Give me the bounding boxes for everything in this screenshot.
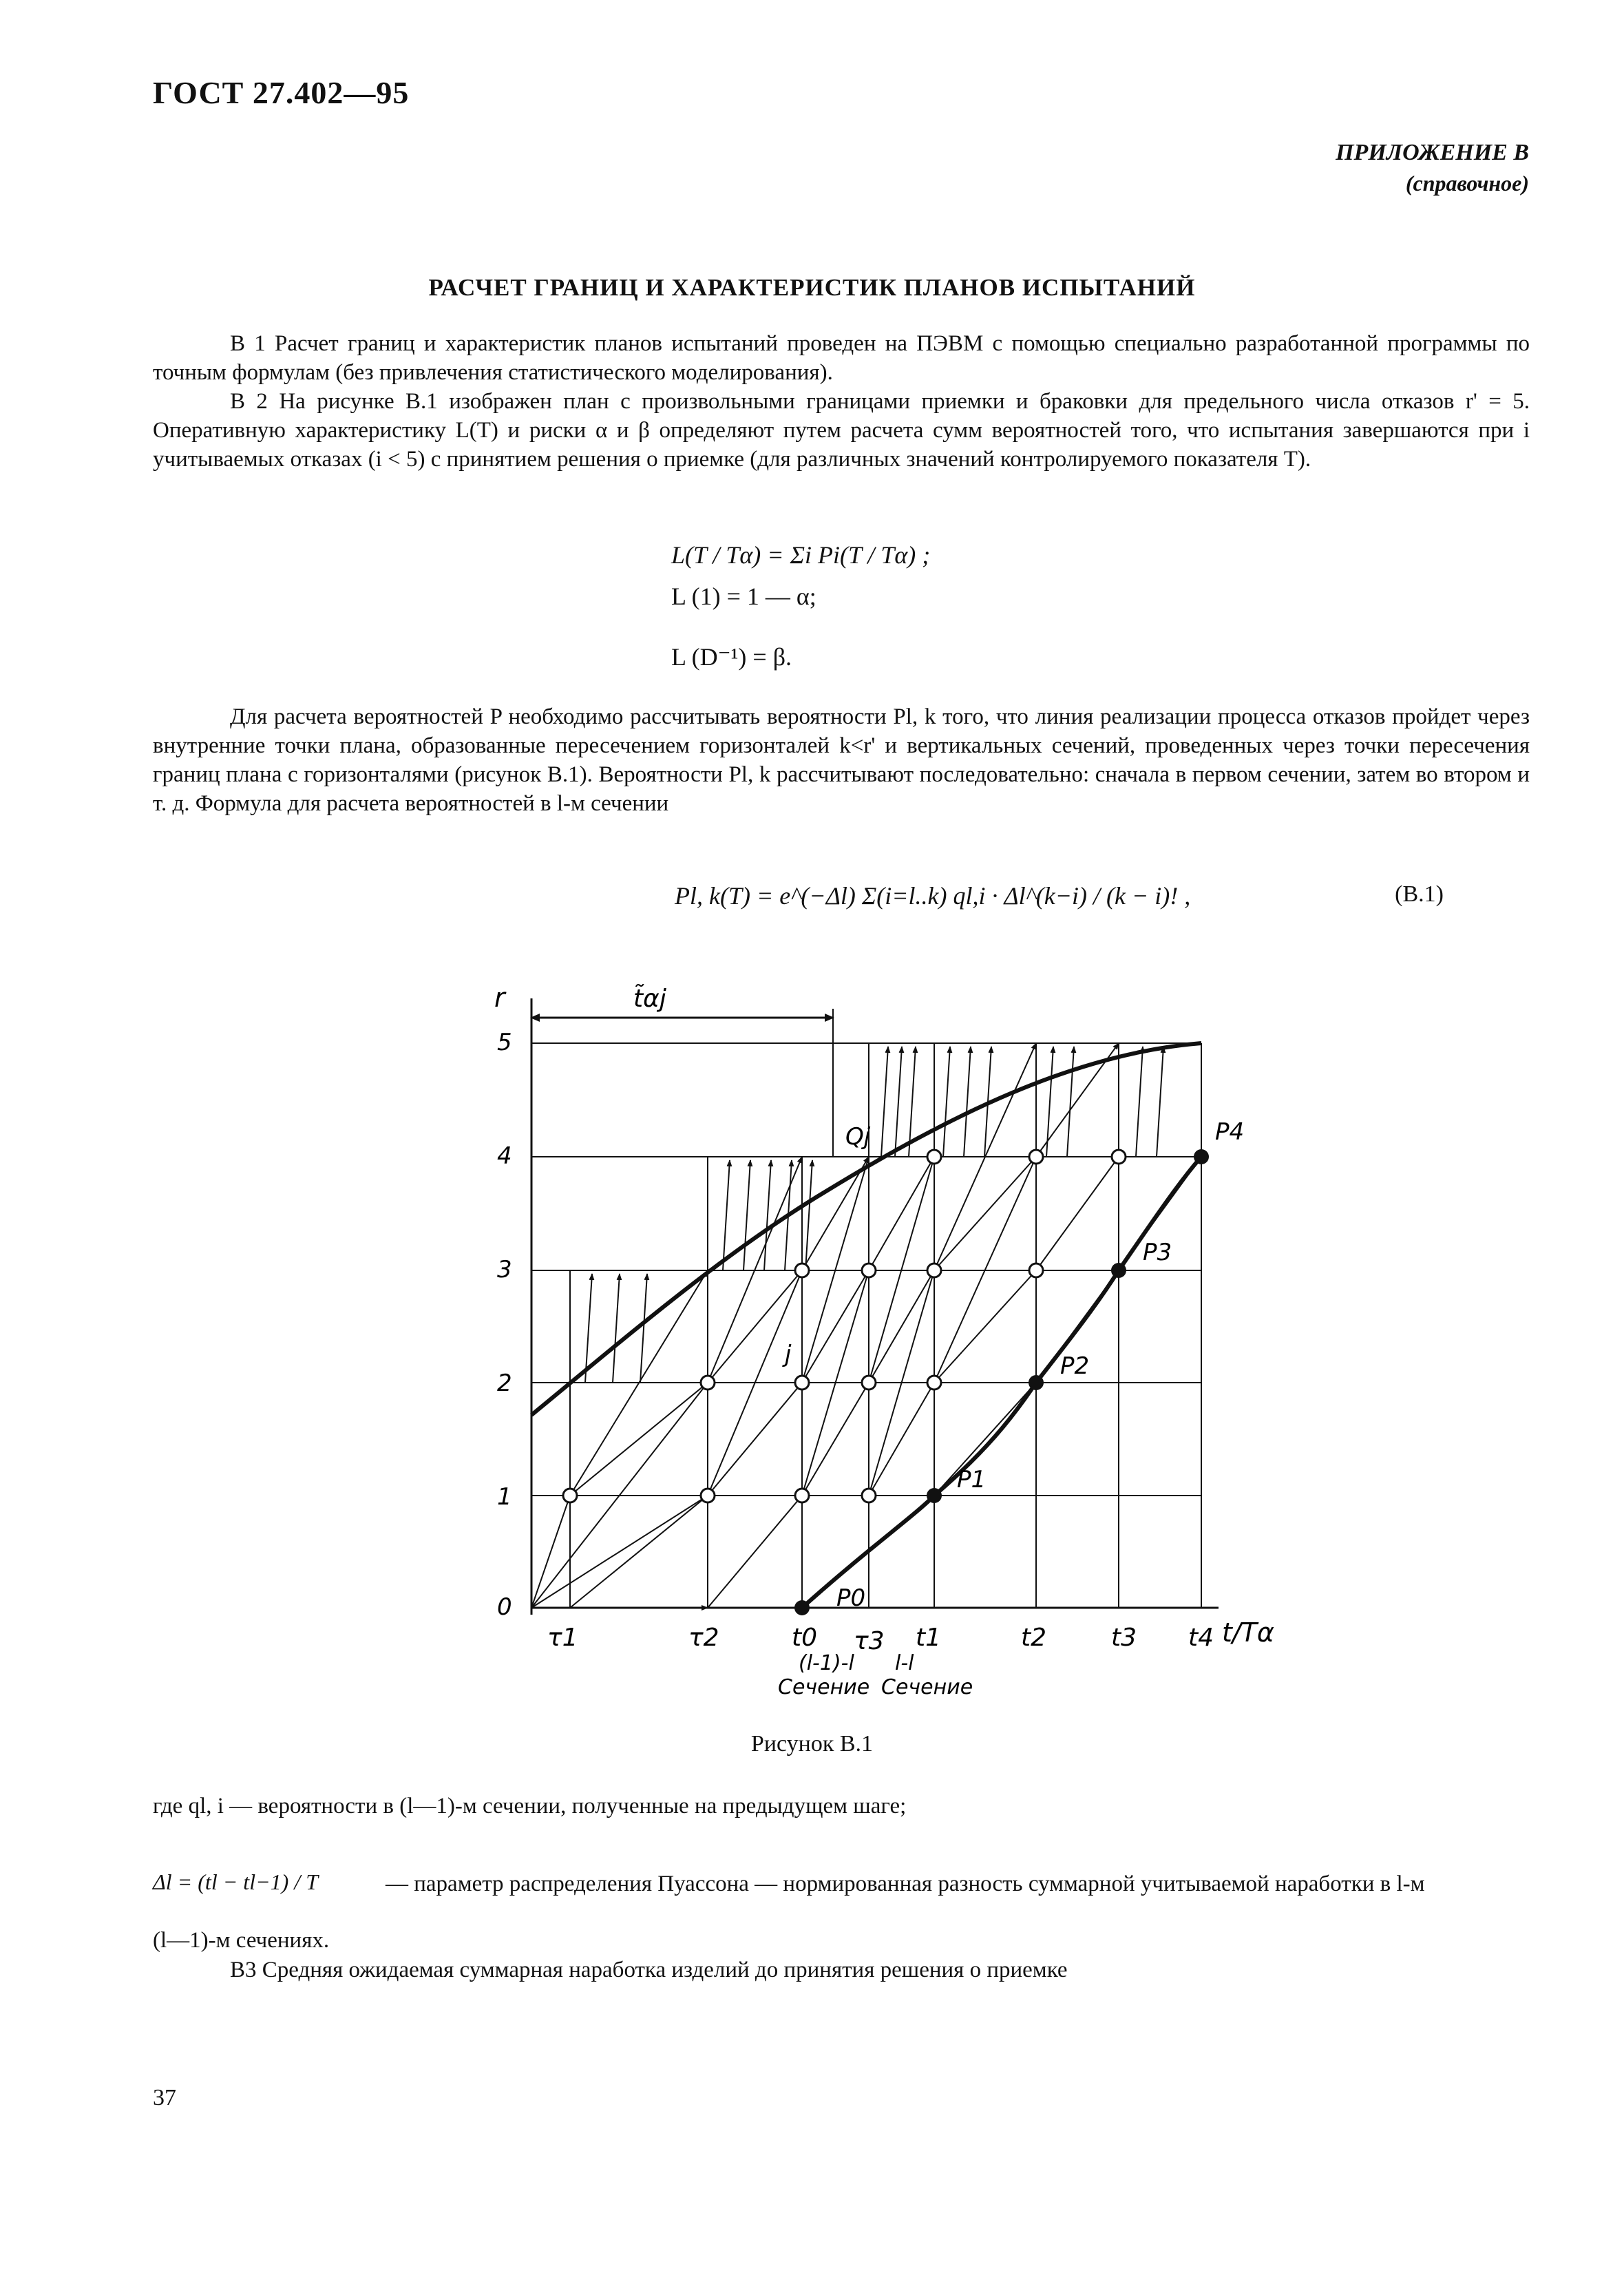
- x-tick-tau1: τ1: [547, 1624, 578, 1652]
- transition-arrow-20: [869, 1157, 934, 1270]
- section-word-1: Сечение: [778, 1675, 870, 1699]
- transition-arrow-16: [869, 1383, 934, 1496]
- formula-alpha: L (1) = 1 — α;: [671, 583, 816, 610]
- section-title: РАСЧЕТ ГРАНИЦ И ХАРАКТЕРИСТИК ПЛАНОВ ИСПЫТАНИЙ: [428, 274, 1196, 301]
- transition-arrow-1: [531, 1496, 708, 1608]
- y-axis-label: r: [494, 983, 505, 1013]
- open-node-7: [862, 1376, 876, 1390]
- transition-arrow-23: [934, 1157, 1036, 1270]
- transition-arrow-13: [802, 1270, 869, 1383]
- rising-arrow-15: [1067, 1047, 1074, 1157]
- rising-arrow-5: [764, 1160, 771, 1270]
- open-node-14: [1112, 1150, 1126, 1164]
- section-label-2: l-l: [895, 1651, 914, 1675]
- rising-arrow-2: [640, 1274, 647, 1383]
- dimension-label: t̃αj: [633, 985, 666, 1013]
- transition-arrow-7: [708, 1383, 802, 1496]
- rising-arrow-12: [964, 1047, 971, 1157]
- appendix-title: ПРИЛОЖЕНИЕ В: [1336, 140, 1529, 165]
- upper-boundary-curve: [531, 1043, 1201, 1415]
- transition-arrow-27: [1036, 1157, 1119, 1270]
- point-label-p4: P4: [1215, 1118, 1245, 1146]
- formula-beta: L (D⁻¹) = β.: [671, 643, 792, 671]
- rising-arrow-4: [744, 1160, 750, 1270]
- point-label-p3: P3: [1143, 1239, 1172, 1266]
- open-node-13: [1029, 1150, 1043, 1164]
- figure-axes: [531, 998, 1219, 1615]
- boundary-node-p0: [794, 1600, 810, 1615]
- y-tick-2: 2: [497, 1370, 512, 1397]
- rising-arrow-8: [881, 1047, 888, 1157]
- point-label-qj: Qj: [845, 1123, 871, 1151]
- transition-arrow-0: [531, 1496, 570, 1608]
- appendix-note: (справочное): [1405, 171, 1529, 196]
- x-axis-label: t/Tα: [1222, 1617, 1274, 1648]
- open-node-8: [862, 1264, 876, 1277]
- paragraph-b3: [153, 1956, 1530, 1984]
- formula-b1: Pl, k(T) = e^(−Δl) Σ(i=l..k) ql,i · Δl^(k−i) / (k − i)! ,: [675, 882, 1191, 910]
- open-node-6: [862, 1489, 876, 1502]
- y-tick-4: 4: [497, 1142, 512, 1170]
- open-node-3: [795, 1489, 809, 1502]
- where-delta: — параметр распределения Пуассона — нормированная разность суммарной учитываемой наработки в l-м: [386, 1872, 1425, 1896]
- y-tick-3: 3: [497, 1256, 512, 1283]
- figure-caption: Рисунок В.1: [750, 1731, 874, 1757]
- point-label-j: j: [785, 1341, 792, 1368]
- paragraph-b2-text: В 2 На рисунке В.1 изображен план с произвольными границами приемки и браковки для предельного числа отказов r' = 5. Оперативную характеристику L(T) и риски α и β определяют путем расчета сумм вероятностей того, что испытания завершаются при i учитываемых отказах (i < 5) с принятием решения о приемке (для различных значений контролируемого показателя T).: [153, 389, 1530, 472]
- rising-arrow-17: [1157, 1047, 1163, 1157]
- boundary-node-p1: [927, 1488, 942, 1503]
- formula-number: (В.1): [1395, 881, 1444, 907]
- transition-arrow-11: [802, 1383, 869, 1496]
- open-node-4: [795, 1376, 809, 1390]
- open-node-10: [927, 1264, 941, 1277]
- x-tick-tau2: τ2: [688, 1624, 719, 1652]
- point-label-p1: P1: [957, 1466, 987, 1493]
- transition-arrow-6: [708, 1496, 802, 1608]
- boundary-node-p2: [1029, 1375, 1044, 1390]
- boundary-node-p3: [1111, 1263, 1126, 1278]
- transition-arrow-21: [934, 1270, 1036, 1383]
- rising-arrow-16: [1136, 1047, 1143, 1157]
- transition-arrow-28: [1036, 1043, 1119, 1157]
- rising-arrow-3: [723, 1160, 730, 1270]
- open-node-9: [927, 1376, 941, 1390]
- y-tick-0: 0: [497, 1593, 512, 1621]
- paragraph-b3-text: В3 Средняя ожидаемая суммарная наработка изделий до принятия решения о приемке: [230, 1958, 1068, 1982]
- delta-definition: Δl = (tl − tl−1) / T: [153, 1869, 319, 1894]
- rising-arrow-11: [943, 1047, 950, 1157]
- paragraph-b1-text: В 1 Расчет границ и характеристик планов испытаний проведен на ПЭВМ с помощью специально разработанной программы по точным формулам (без привлечения статистического моделирования).: [153, 331, 1530, 385]
- open-node-12: [1029, 1264, 1043, 1277]
- transition-arrow-18: [869, 1270, 934, 1383]
- x-tick-t4: t4: [1188, 1624, 1214, 1652]
- point-label-p2: P2: [1060, 1352, 1090, 1380]
- where-delta-cont: (l—1)-м сечениях.: [153, 1928, 330, 1953]
- page-number: 37: [153, 2085, 176, 2110]
- x-tick-t1: t1: [916, 1624, 942, 1652]
- y-tick-5: 5: [497, 1029, 512, 1056]
- rising-arrow-9: [895, 1047, 902, 1157]
- x-tick-tau3: τ3: [854, 1627, 885, 1655]
- open-node-5: [795, 1264, 809, 1277]
- section-label-1: (l-1)-l: [799, 1651, 854, 1675]
- figure-grid: [531, 1009, 1201, 1608]
- x-tick-t2: t2: [1021, 1624, 1047, 1652]
- open-node-11: [927, 1150, 941, 1164]
- x-tick-t0: t0: [792, 1624, 818, 1652]
- where-q: где ql, i — вероятности в (l—1)-м сечении, полученные на предыдущем шаге;: [153, 1794, 907, 1818]
- paragraph-probabilities-text: Для расчета вероятностей P необходимо рассчитывать вероятности Pl, k того, что линия реализации процесса отказов пройдет через внутренние точки плана, образованные пересечением горизонталей k<r' и вертикальных сечений, проведенных через точки пересечения границ плана с горизонталями (рисунок В.1). Вероятности Pl, k рассчитывают последовательно: сначала в первом сечении, затем во втором и т. д. Формула для расчета вероятностей в l-м сечении: [153, 704, 1530, 816]
- transition-arrow-5: [570, 1496, 708, 1608]
- boundary-node-p4: [1194, 1149, 1209, 1164]
- y-tick-1: 1: [497, 1483, 512, 1511]
- x-tick-t3: t3: [1111, 1624, 1137, 1652]
- formula-operating-characteristic: L(T / Tα) = Σi Pi(T / Tα) ;: [671, 541, 931, 569]
- document-code: ГОСТ 27.402—95: [153, 75, 410, 110]
- open-node-1: [701, 1489, 715, 1502]
- point-label-p0: P0: [836, 1584, 866, 1612]
- section-word-2: Сечение: [881, 1675, 973, 1699]
- open-node-0: [563, 1489, 577, 1502]
- rising-arrow-1: [613, 1274, 620, 1383]
- open-node-2: [701, 1376, 715, 1390]
- rising-arrow-14: [1046, 1047, 1053, 1157]
- transition-arrow-3: [570, 1383, 708, 1496]
